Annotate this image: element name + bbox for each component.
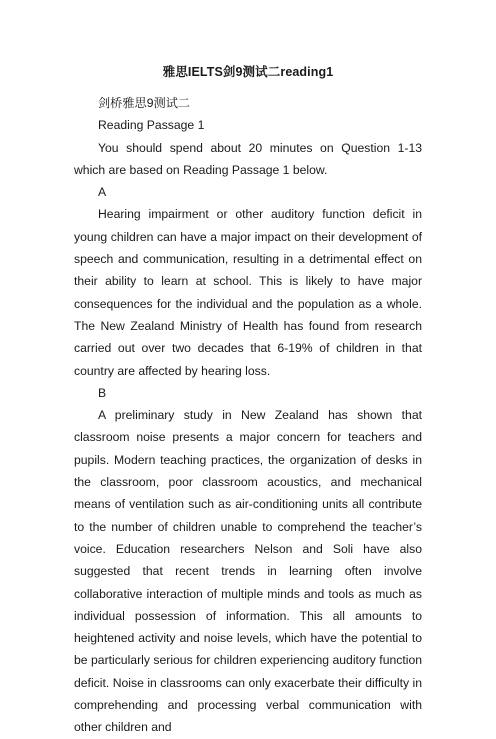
section-b-text: A preliminary study in New Zealand has shown that classroom noise presents a major concern for teachers and pupils. Modern teaching practices, the organization of desks in the classroom, poor classroom acoustics, and mechanical means of ventilation such as air-conditioning units all contribute to the number of children unable to comprehend the teacher’s voice. Education researchers Nelson and Soli have also suggested that recent trends in learning often involve collaborative interaction of multiple minds and tools as much as individual possession of information. This all amounts to heightened activity and noise levels, which have the potential to be particularly serious for children experiencing auditory function deficit. Noise in classrooms can only exacerbate their difficulty in comprehending and processing verbal communication with other children and (74, 408, 422, 735)
section-a-text: Hearing impairment or other auditory function deficit in young children can have a major impact on their development of speech and communication, resulting in a detrimental effect on their ability to learn at school. This is likely to have major consequences for the individual and the population as a whole. The New Zealand Ministry of Health has found from research carried out over two decades that 6-19% of children in that country are affected by hearing loss. (74, 207, 422, 378)
document-title: 雅思IELTS剑9测试二reading1 (162, 65, 334, 79)
passage-label: Reading Passage 1 (98, 118, 205, 133)
document-subtitle: 剑桥雅思9测试二 (98, 96, 191, 110)
section-b-label: B (98, 385, 107, 400)
passage-instructions: You should spend about 20 minutes on Question 1-13 which are based on Reading Passage 1 below. (74, 140, 422, 177)
section-a-label: A (98, 185, 107, 200)
